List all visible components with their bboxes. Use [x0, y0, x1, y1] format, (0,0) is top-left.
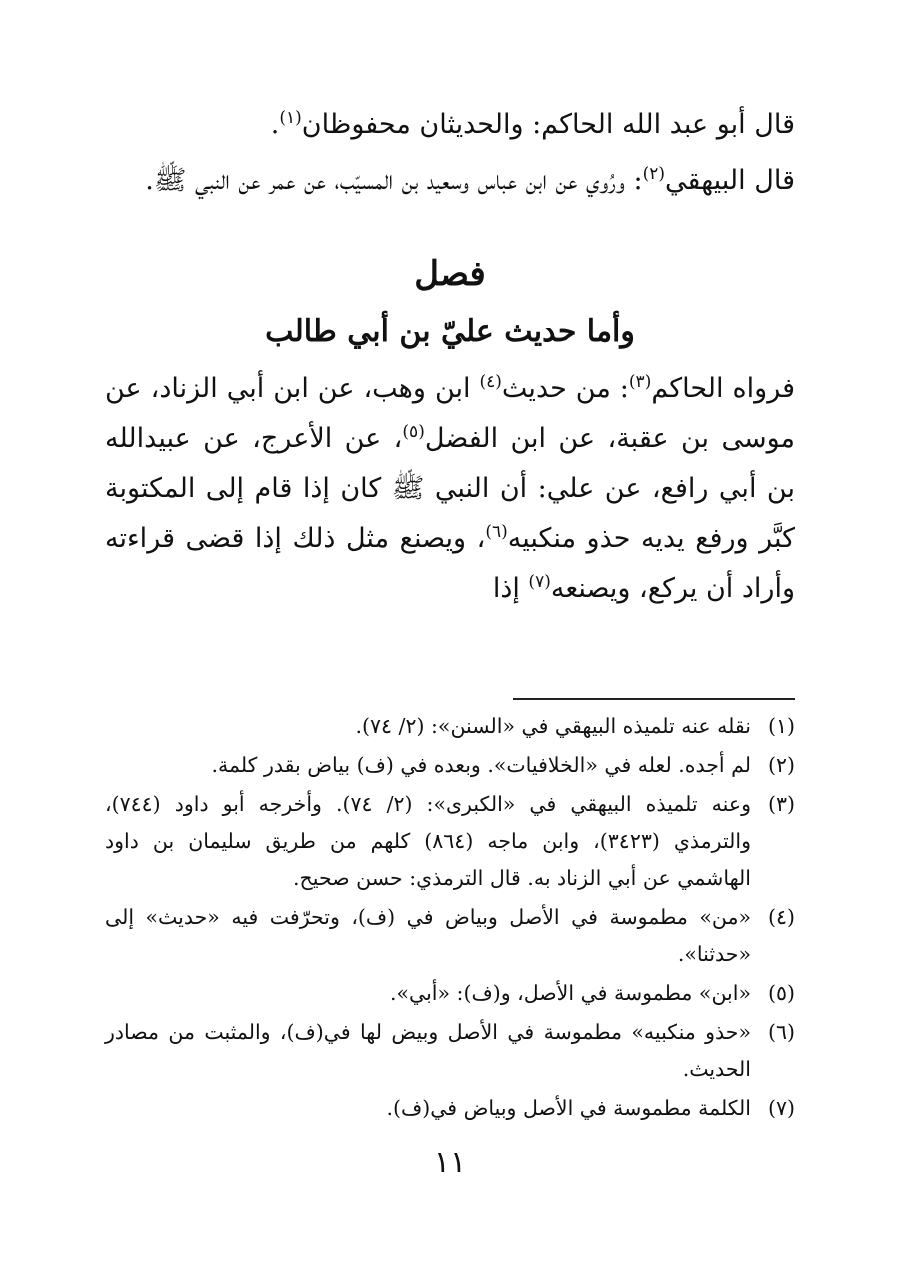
- footnote-item: [105, 1090, 795, 1127]
- footnote-ref-1[interactable]: (١): [279, 108, 302, 128]
- footnote-ref-3[interactable]: (٣): [628, 372, 652, 392]
- footnote-number: (٦): [767, 1020, 795, 1044]
- footnote-divider: [513, 698, 795, 700]
- main-text: [105, 100, 795, 620]
- footnote-number: (٥): [767, 981, 795, 1005]
- footnote-text: نقله عنه تلميذه البيهقي في «السنن»: (٢/ ٧٤).: [355, 714, 751, 738]
- section-subtitle: وأما حديث عليّ بن أبي طالب: [265, 314, 635, 349]
- footnote-item: [105, 747, 795, 784]
- footnote-text: «حذو منكبيه» مطموسة في الأصل وبيض لها في(ف)، والمثبت من مصادر الحديث.: [105, 1020, 751, 1081]
- footnote-ref-2[interactable]: (٢): [642, 164, 666, 184]
- footnote-item: [105, 1014, 795, 1088]
- paragraph-hakim-statement: قال أبو عبد الله الحاكم: والحديثان محفوظان$^{(١)}$.: [270, 108, 795, 140]
- footnotes-section: [105, 708, 795, 1129]
- footnote-number: (٣): [767, 792, 795, 816]
- footnote-ref-7[interactable]: (٧): [528, 572, 551, 592]
- footnote-text: لم أجده. لعله في «الخلافيات». وبعده في (ف) بياض بقدر كلمة.: [211, 753, 751, 777]
- footnote-text: «ابن» مطموسة في الأصل، و(ف): «أبي».: [389, 981, 751, 1005]
- section-title: فصل: [414, 254, 486, 294]
- footnote-ref-5[interactable]: (٥): [402, 422, 425, 442]
- footnote-item: [105, 786, 795, 897]
- footnote-item: [105, 708, 795, 745]
- paragraph-bayhaqi-statement: قال البيهقي$^{(٢)}$: ورُوي عن ابن عباس وسعيد بن المسيّب، عن عمر عن النبي ﷺ.: [145, 164, 795, 196]
- footnote-ref-4[interactable]: (٤): [479, 372, 502, 392]
- footnote-number: (١): [767, 714, 795, 738]
- footnote-item: [105, 975, 795, 1012]
- footnote-item: [105, 899, 795, 973]
- page-number: ١١: [433, 1145, 467, 1180]
- footnote-text: وعنه تلميذه البيهقي في «الكبرى»: (٢/ ٧٤). وأخرجه أبو داود (٧٤٤)، والترمذي (٣٤٢٣)، وابن ماجه (٨٦٤) كلهم من طريق سليمان بن داود الهاشمي عن أبي الزناد به. قال الترمذي: حسن صحيح.: [105, 792, 751, 890]
- paragraph-ali-hadith: فرواه الحاكم$^{(٣)}$: من حديث$^{(٤)}$ ابن وهب، عن ابن أبي الزناد، عن موسى بن عقبة، عن ابن الفضل$^{(٥)}$، عن الأعرج، عن عبيدالله بن أبي رافع، عن علي: أن النبي ﷺ كان إذا قام إلى المكتوبة كبَّر ورفع يديه حذو منكبيه$^{(٦)}$، ويصنع مثل ذلك إذا قضى قراءته وأراد أن يركع، ويصنعه$^{(٧)}$ إذا: [105, 372, 796, 604]
- footnote-number: (٤): [767, 905, 795, 929]
- footnote-number: (٢): [767, 753, 795, 777]
- footnote-text: الكلمة مطموسة في الأصل وبياض في(ف).: [386, 1096, 751, 1120]
- footnote-ref-6[interactable]: (٦): [485, 522, 508, 542]
- footnote-number: (٧): [767, 1096, 795, 1120]
- footnote-text: «من» مطموسة في الأصل وبياض في (ف)، وتحرّفت فيه «حديث» إلى «حدثنا».: [105, 905, 751, 966]
